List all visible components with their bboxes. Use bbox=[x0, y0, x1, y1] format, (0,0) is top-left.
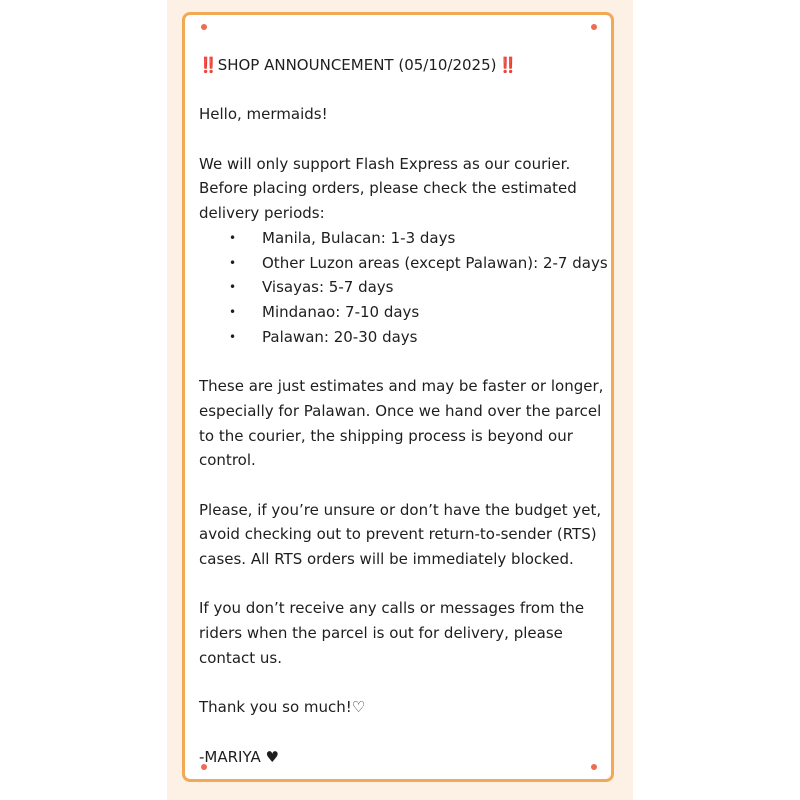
announcement-title-text: SHOP ANNOUNCEMENT (05/10/2025) bbox=[217, 56, 497, 74]
announcement-title bbox=[199, 53, 611, 78]
estimates-note: These are just estimates and may be faster or longer, especially for Palawan. Once we hand over the parcel to the courier, the shipping process is beyond our control. bbox=[199, 377, 604, 470]
list-item-text: Manila, Bulacan: 1-3 days bbox=[262, 228, 456, 247]
bullet-icon: • bbox=[229, 255, 237, 270]
double-exclamation-icon: ‼️ bbox=[199, 56, 216, 74]
list-item bbox=[199, 226, 611, 251]
announcement-body bbox=[199, 53, 611, 769]
list-item bbox=[199, 325, 611, 350]
rts-note: Please, if you’re unsure or don’t have the budget yet, avoid checking out to prevent return-to-sender (RTS) cases. All RTS orders will be immediately blocked. bbox=[199, 500, 602, 568]
list-item-text: Palawan: 20-30 days bbox=[262, 327, 418, 346]
double-exclamation-icon: ‼️ bbox=[498, 56, 516, 74]
list-item-text: Mindanao: 7-10 days bbox=[262, 303, 420, 321]
thanks-line: Thank you so much!♡ bbox=[199, 698, 366, 717]
courier-intro: We will only support Flash Express as our courier. Before placing orders, please check the estimated delivery periods: bbox=[199, 154, 577, 223]
corner-dot-icon bbox=[591, 24, 597, 30]
list-item-text: Visayas: 5-7 days bbox=[262, 278, 394, 297]
signature: -MARIYA ♥ bbox=[199, 747, 279, 766]
bullet-icon: • bbox=[229, 280, 237, 295]
bullet-icon: • bbox=[229, 305, 237, 319]
delivery-periods-list bbox=[199, 226, 611, 350]
bullet-icon: • bbox=[229, 329, 237, 344]
list-item bbox=[199, 251, 611, 276]
greeting: Hello, mermaids! bbox=[199, 105, 328, 124]
list-item bbox=[199, 300, 611, 325]
list-item-text: Other Luzon areas (except Palawan): 2-7 days bbox=[262, 253, 608, 272]
corner-dot-icon bbox=[201, 24, 207, 30]
bullet-icon: • bbox=[229, 230, 237, 245]
rider-note: If you don’t receive any calls or messages from the riders when the parcel is out for delivery, please contact us. bbox=[199, 599, 585, 667]
list-item bbox=[199, 275, 611, 300]
